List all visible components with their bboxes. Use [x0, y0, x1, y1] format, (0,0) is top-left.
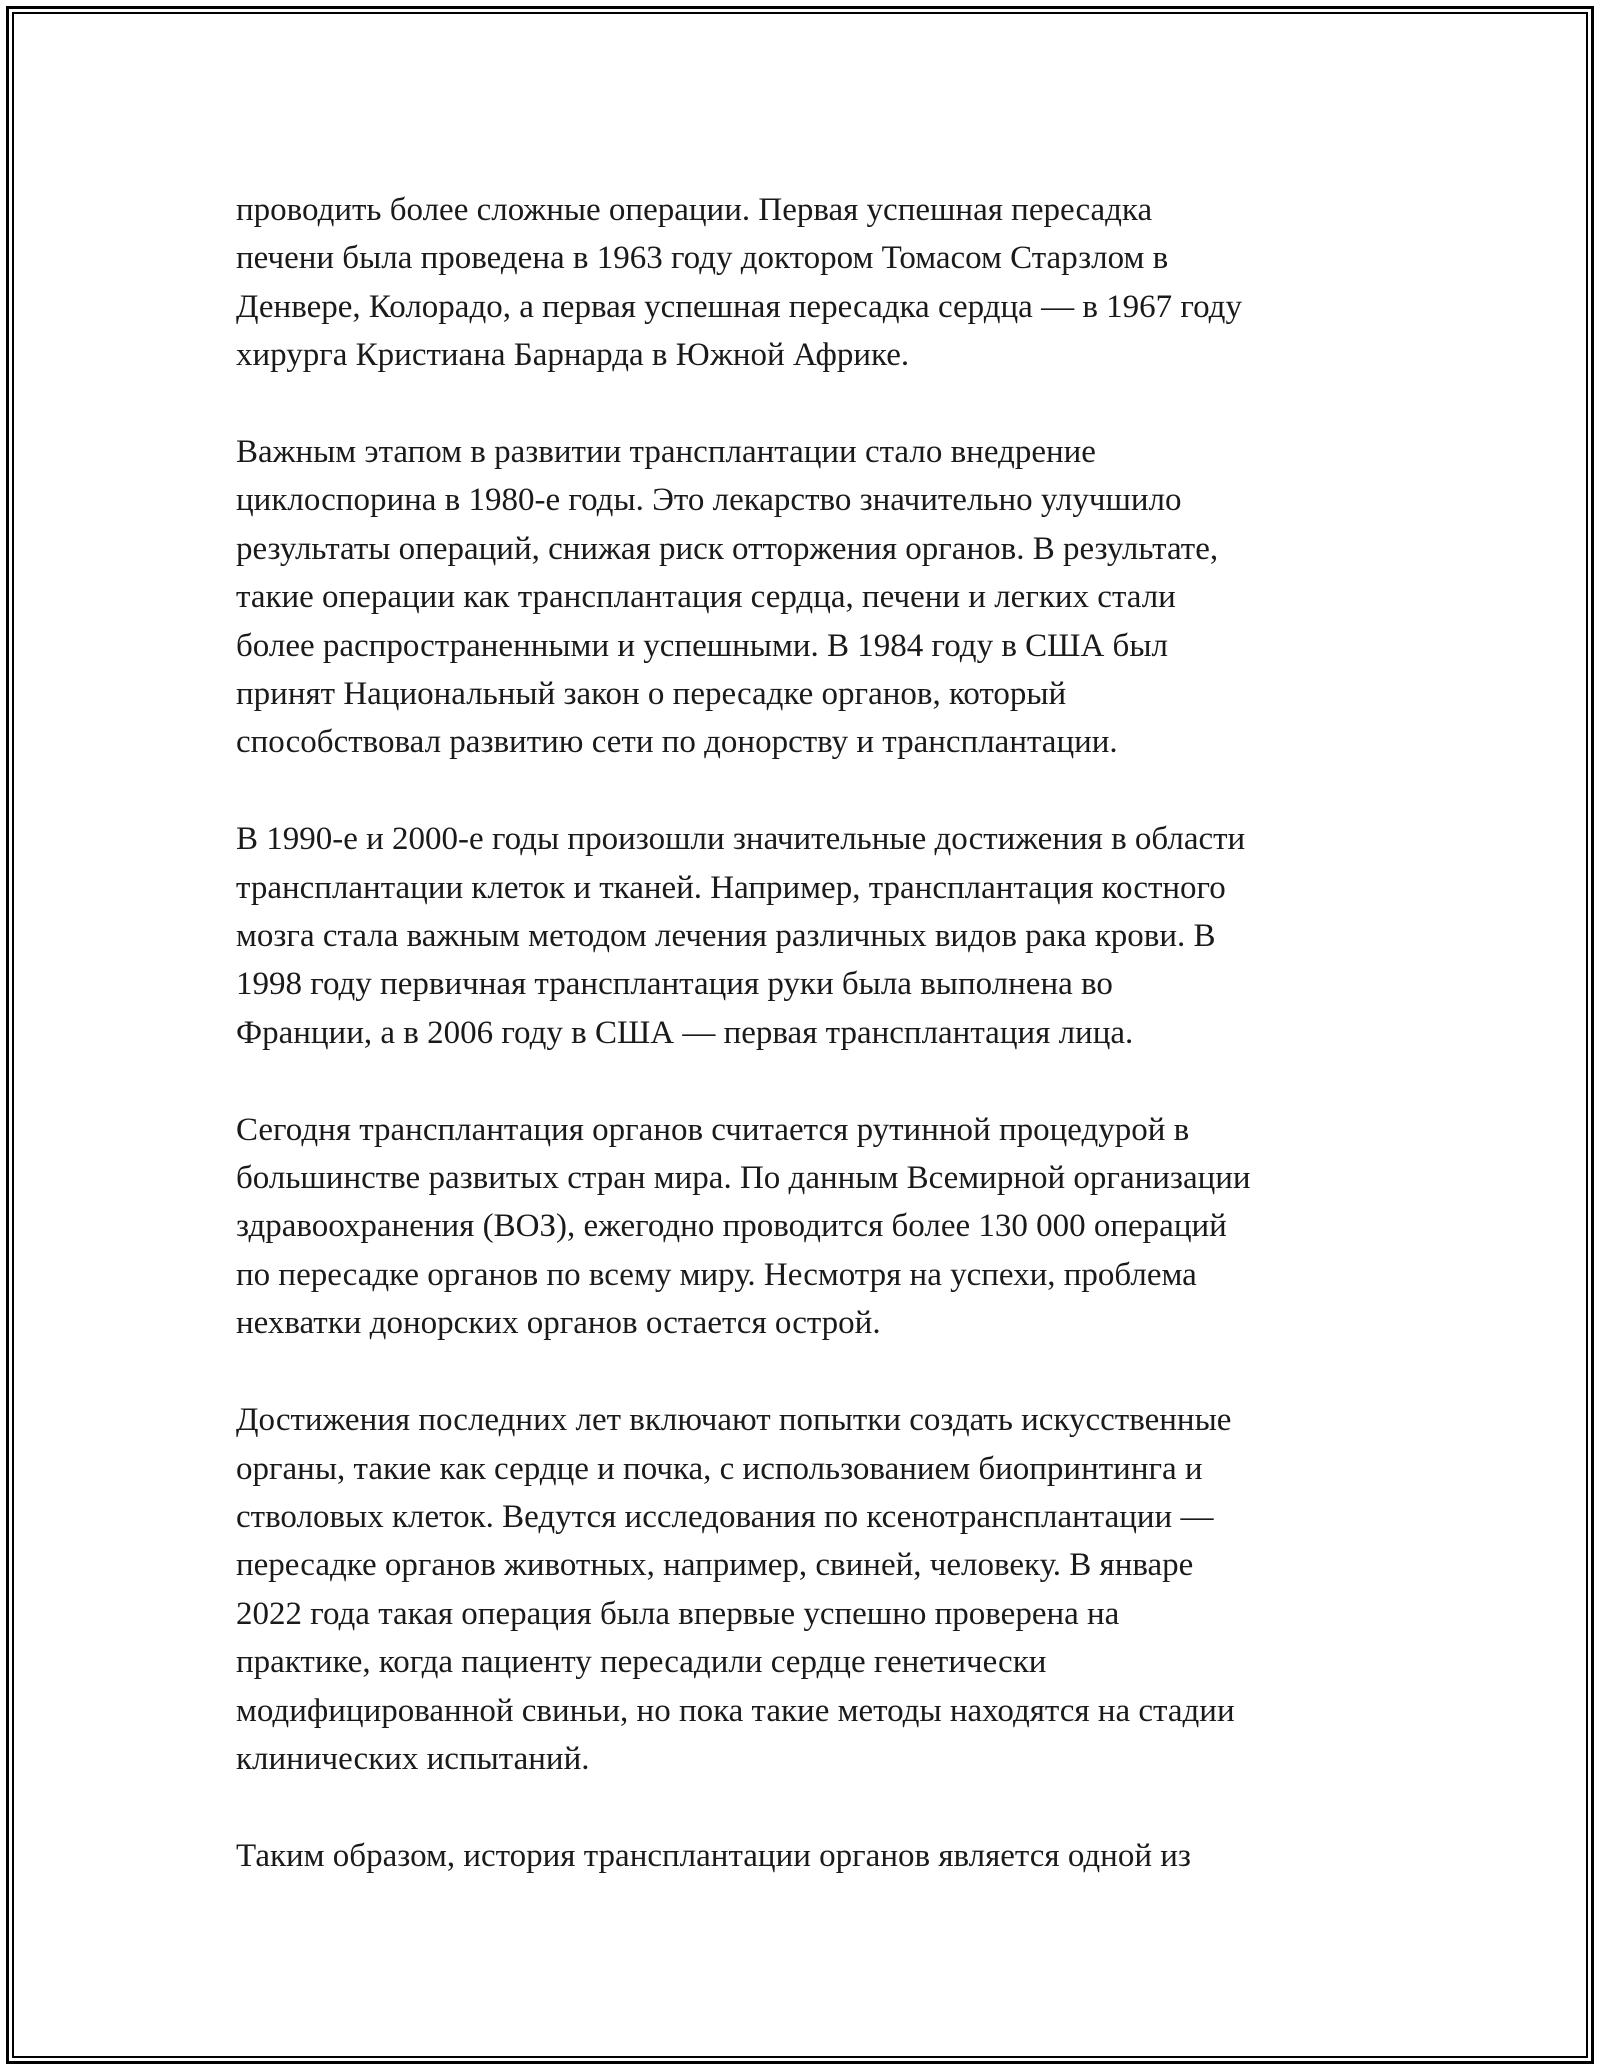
- text-line: Денвере, Колорадо, а первая успешная пересадка сердца — в 1967 году: [236, 288, 1242, 325]
- paragraph-3: [236, 815, 1376, 1057]
- text-line: практике, когда пациенту пересадили сердце генетически: [236, 1644, 1047, 1681]
- text-line: модифицированной свиньи, но пока такие методы находятся на стадии: [236, 1692, 1235, 1729]
- text-line: В 1990-е и 2000-е годы произошли значительные достижения в области: [236, 821, 1246, 858]
- text-line: результаты операций, снижая риск отторжения органов. В результате,: [236, 530, 1219, 567]
- text-line: Франции, а в 2006 году в США — первая трансплантация лица.: [236, 1014, 1134, 1051]
- text-line: проводить более сложные операции. Первая успешная пересадка: [236, 192, 1153, 228]
- text-line: Сегодня трансплантация органов считается рутинной процедурой в: [236, 1111, 1190, 1148]
- text-line: большинстве развитых стран мира. По данным Всемирной организации: [236, 1160, 1251, 1197]
- text-line: Достижения последних лет включают попытки создать искусственные: [236, 1402, 1232, 1439]
- text-line: по пересадке органов по всему миру. Несмотря на успехи, проблема: [236, 1256, 1197, 1293]
- text-line: хирурга Кристиана Барнарда в Южной Африке.: [236, 337, 910, 374]
- paragraph-2: [236, 428, 1376, 767]
- text-line: трансплантации клеток и тканей. Например, трансплантация костного: [236, 869, 1226, 906]
- text-line: пересадке органов животных, например, свиней, человеку. В январе: [236, 1547, 1194, 1584]
- text-line: способствовал развитию сети по донорству и трансплантации.: [236, 724, 1118, 761]
- text-line: органы, такие как сердце и почка, с использованием биопринтинга и: [236, 1450, 1203, 1487]
- text-line: нехватки донорских органов остается острой.: [236, 1305, 881, 1342]
- text-line: 2022 года такая операция была впервые успешно проверена на: [236, 1595, 1120, 1632]
- text-line: более распространенными и успешными. В 1984 году в США был: [236, 627, 1168, 664]
- text-line: клинических испытаний.: [236, 1740, 590, 1777]
- text-line: здравоохранения (ВОЗ), ежегодно проводится более 130 000 операций: [236, 1208, 1227, 1245]
- text-line: такие операции как трансплантация сердца, печени и легких стали: [236, 579, 1176, 616]
- text-line: стволовых клеток. Ведутся исследования по ксенотрансплантации —: [236, 1498, 1214, 1535]
- text-line: Таким образом, история трансплантации органов является одной из: [236, 1837, 1191, 1874]
- text-line: Важным этапом в развитии трансплантации стало внедрение: [236, 434, 1096, 471]
- text-line: 1998 году первичная трансплантация руки была выполнена во: [236, 966, 1113, 1003]
- text-line: принят Национальный закон о пересадке органов, который: [236, 676, 1067, 713]
- paragraph-4: [236, 1106, 1376, 1348]
- document-body: [236, 186, 1376, 1929]
- paragraph-6: [236, 1832, 1376, 1880]
- paragraph-1: [236, 186, 1376, 380]
- text-line: печени была проведена в 1963 году доктором Томасом Старзлом в: [236, 240, 1169, 277]
- paragraph-5: [236, 1396, 1376, 1783]
- text-line: циклоспорина в 1980-е годы. Это лекарство значительно улучшило: [236, 482, 1182, 519]
- text-line: мозга стала важным методом лечения различных видов рака крови. В: [236, 918, 1216, 955]
